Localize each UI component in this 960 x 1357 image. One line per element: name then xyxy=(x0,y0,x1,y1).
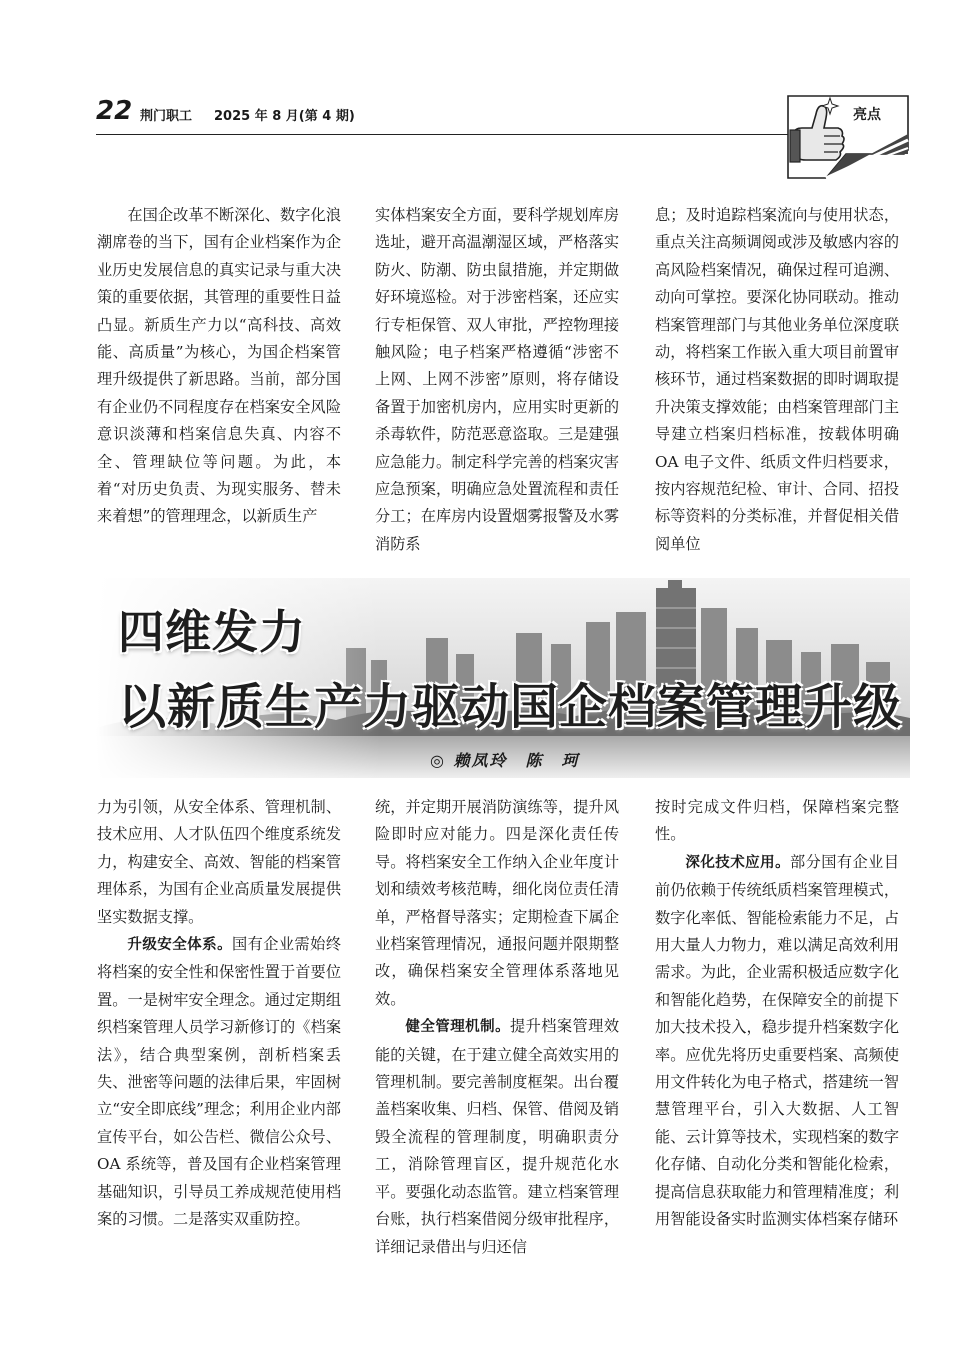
issue-date: 2025 年 8 月(第 4 期) xyxy=(214,109,355,124)
paragraph: 实体档案安全方面，要科学规划库房选址，避开高温潮湿区域，严格落实防火、防潮、防虫鼠措施，并定期做好环境巡检。对于涉密档案，还应实行专柜保管、双人审批，严控物理接触风险；电子档案严格遵循“涉密不上网、上网不涉密”原则，将存储设备置于加密机房内，应用实时更新的杀毒软件，防范恶意盗取。三是建强应急能力。制定科学完善的档案灾害应急预案，明确应急处置流程和责任分工；在库房内设置烟雾报警及水雾消防系 xyxy=(375,206,619,553)
article-title-line-1: 四维发力 xyxy=(118,605,306,659)
page-header xyxy=(96,96,786,136)
paragraph-body: 部分国有企业目前仍依赖于传统纸质档案管理模式，数字化率低、智能检索能力不足，占用大量人力物力，难以满足高效利用需求。为此，企业需积极适应数字化和智能化趋势，在保障安全的前提下加大技术投入，稳步提升档案数字化率。应优先将历史重要档案、高频使用文件转化为电子格式，搭建统一智慧管理平台，引入大数据、人工智能、云计算等技术，实现档案的数字化存储、自动化分类和智能化检索，提高信息获取能力和管理精准度；利用智能设备实时监测实体档案存储环 xyxy=(655,852,900,1229)
section-heading: 升级安全体系。 xyxy=(127,937,233,954)
top-column-3 xyxy=(655,202,899,558)
section-heading: 深化技术应用。 xyxy=(685,854,791,871)
paragraph-body: 提升档案管理效能的关键，在于建立健全高效实用的管理机制。要完善制度框架。出台覆盖档案收集、归档、保管、借阅及销毁全流程的管理制度，明确职责分工，消除管理盲区，提升规范化水平。要强化动态监管。建立档案管理台账，执行档案借阅分级审批程序，详细记录借出与归还信 xyxy=(375,1017,620,1256)
bottom-column-1 xyxy=(97,794,341,1234)
paragraph: 统，并定期开展消防演练等，提升风险即时应对能力。四是深化责任传导。将档案安全工作纳入企业年度计划和绩效考核范畴，细化岗位责任清单，严格督导落实；定期检查下属企业档案管理情况，通报问题并限期整改，确保档案安全管理体系落地见效。 xyxy=(375,798,619,1008)
paragraph: 在国企改革不断深化、数字化浪潮席卷的当下，国有企业档案作为企业历史发展信息的真实记录与重大决策的重要依据，其管理的重要性日益凸显。新质生产力以“高科技、高效能、高质量”为核心，为国企档案管理升级提供了新思路。当前，部分国有企业仍不同程度存在档案安全风险意识淡薄和档案信息失真、内容不全、管理缺位等问题。为此，本着“对历史负责、为现实服务、替未来着想”的管理理念，以新质生产 xyxy=(97,206,341,526)
thumbs-up-icon xyxy=(786,94,910,180)
paragraph: 息；及时追踪档案流向与使用状态，重点关注高频调阅或涉及敏感内容的高风险档案情况，确保过程可追溯、动向可掌控。要深化协同联动。推动档案管理部门与其他业务单位深度联动，将档案工作嵌入重大项目前置审核环节，通过档案数据的即时调取提升决策支撑效能；由档案管理部门主导建立档案归档标准，按载体明确 OA 电子文件、纸质文件归档要求，按内容规范纪检、审计、合同、招投标等资料的分类标准，并督促相关借阅单位 xyxy=(655,206,899,553)
paragraph: 按时完成文件归档，保障档案完整性。 xyxy=(655,798,899,844)
top-column-2 xyxy=(375,202,619,558)
paragraph xyxy=(97,931,341,1233)
top-column-1 xyxy=(97,202,341,531)
column-label: 亮点 xyxy=(853,107,881,123)
magazine-name: 荆门职工 xyxy=(140,109,193,124)
paragraph xyxy=(375,1013,619,1261)
bottom-column-2 xyxy=(375,794,619,1261)
article-title-line-2: 以新质生产力驱动国企档案管理升级 xyxy=(118,679,903,735)
bottom-column-3 xyxy=(655,794,899,1234)
paragraph: 力为引领，从安全体系、管理机制、技术应用、人才队伍四个维度系统发力，构建安全、高效、智能的档案管理体系，为国有企业高质量发展提供坚实数据支撑。 xyxy=(97,798,341,926)
paragraph xyxy=(655,849,899,1234)
paragraph-body: 国有企业需始终将档案的安全性和保密性置于首要位置。一是树牢安全理念。通过定期组织档案管理人员学习新修订的《档案法》，结合典型案例，剖析档案丢失、泄密等问题的法律后果，牢固树立“安全即底线”理念；利用企业内部宣传平台，如公告栏、微信公众号、OA 系统等，普及国有企业档案管理基础知识，引导员工养成规范使用档案的习惯。二是落实双重防控。 xyxy=(97,935,342,1229)
section-heading: 健全管理机制。 xyxy=(405,1019,511,1036)
page-number: 22 xyxy=(96,96,133,126)
article-byline: ◎ 赖凤玲 陈 珂 xyxy=(430,751,580,770)
header-rule xyxy=(96,134,788,135)
